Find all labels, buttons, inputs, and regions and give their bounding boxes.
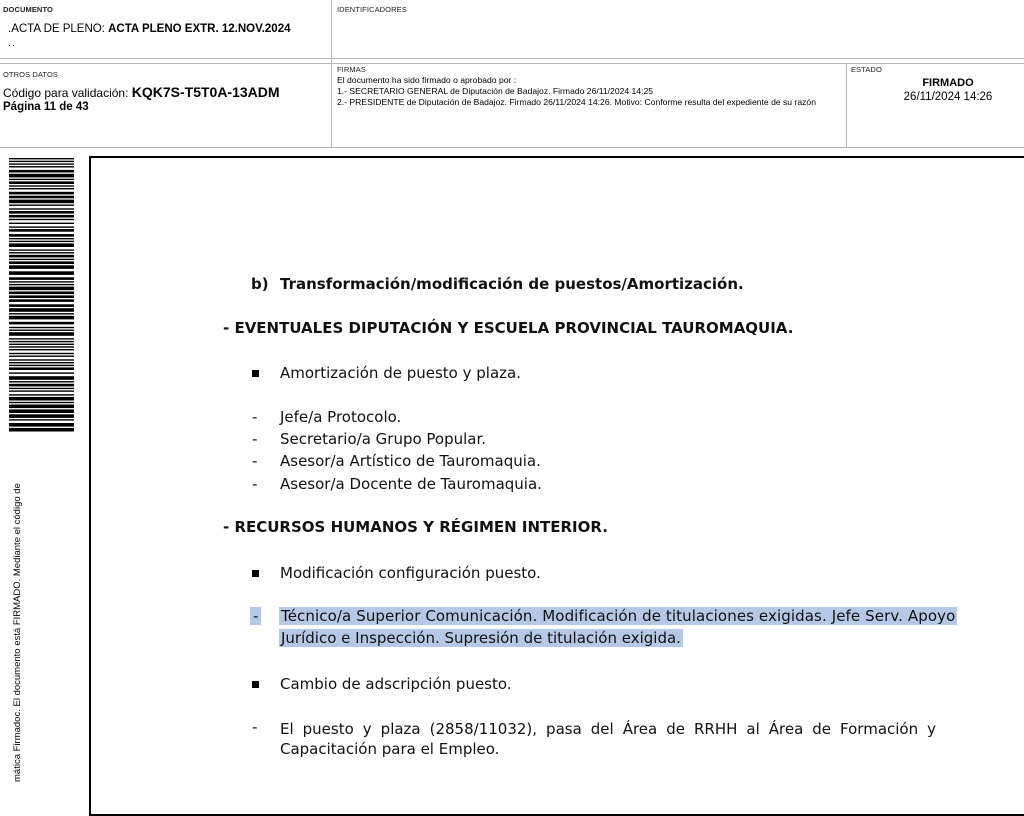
margin-vertical-text: mática Firmadoc. El documento está FIRMADO. Mediante el código de [12,483,23,782]
dash: - [252,430,258,448]
firmas-line-2: 2.- PRESIDENTE de Diputación de Badajoz. Firmado 26/11/2024 14:26. Motivo: Conforme resulta del expediente de su razón [337,97,816,107]
document-title-prefix: .ACTA DE PLENO: [8,23,109,35]
group1-item-3: Asesor/a Artístico de Tauromaquia. [280,452,541,470]
group2-item1-line2[interactable]: Jurídico e Inspección. Supresión de titulación exigida. [281,629,681,647]
otros-datos-caption: OTROS DATOS [3,70,58,79]
validation-label: Código para validación: [3,86,132,100]
group2-bullet-1: Modificación configuración puesto. [280,564,541,582]
bullet-square-icon [252,570,259,577]
firmas-intro: El documento ha sido firmado o aprobado por : [337,75,517,85]
bullet-square-icon [252,681,259,688]
page-info: Página 11 de 43 [3,101,89,113]
group1-item-4: Asesor/a Docente de Tauromaquia. [280,475,542,493]
section-heading: Transformación/modificación de puestos/Amortización. [280,275,744,293]
group2-item2-line1: El puesto y plaza (2858/11032), pasa del Área de RRHH al Área de Formación y [280,720,936,738]
estado-status: FIRMADO [922,77,974,89]
document-title-line2: .. [8,37,17,49]
section-prefix: b) [251,275,269,293]
firmas-line-1: 1.- SECRETARIO GENERAL de Diputación de Badajoz. Firmado 26/11/2024 14:25 [337,86,654,96]
group1-item-1: Jefe/a Protocolo. [280,408,402,426]
dash: - [252,475,258,493]
estado-date: 26/11/2024 14:26 [903,91,993,103]
documento-caption: DOCUMENTO [3,5,53,14]
dash: - [252,718,258,736]
bullet-square-icon [252,370,259,377]
dash: - [252,408,258,426]
group1-bullet: Amortización de puesto y plaza. [280,364,521,382]
group2-item1-line1[interactable]: Técnico/a Superior Comunicación. Modificación de titulaciones exigidas. Jefe Serv. Apoyo [281,607,956,625]
group2-title: - RECURSOS HUMANOS Y RÉGIMEN INTERIOR. [223,518,608,536]
validation-code: KQK7S-T5T0A-13ADM [131,84,280,100]
estado-caption: ESTADO [851,65,882,74]
group2-item2-line2: Capacitación para el Empleo. [280,740,500,758]
document-title-bold: ACTA PLENO EXTR. 12.NOV.2024 [108,23,291,35]
identificadores-caption: IDENTIFICADORES [337,5,407,14]
group1-item-2: Secretario/a Grupo Popular. [280,430,487,448]
firmas-caption: FIRMAS [337,65,366,74]
group2-bullet-2: Cambio de adscripción puesto. [280,675,512,693]
group1-title: - EVENTUALES DIPUTACIÓN Y ESCUELA PROVINCIAL TAUROMAQUIA. [223,319,794,337]
dash: - [252,452,258,470]
dash-highlighted: - [250,607,261,625]
